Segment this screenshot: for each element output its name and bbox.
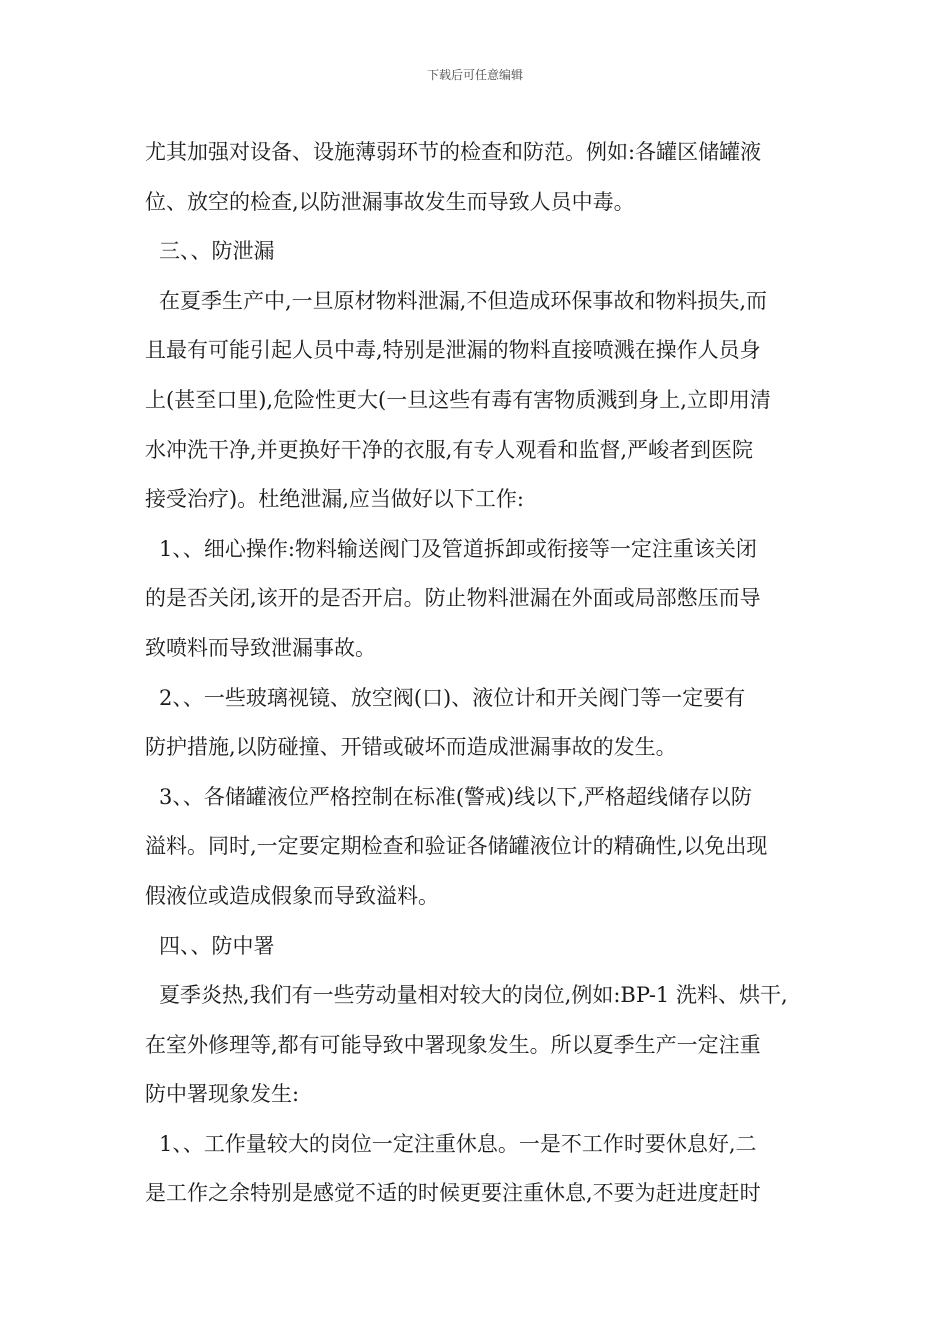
text-line: 位、放空的检查,以防泄漏事故发生而导致人员中毒。 [145,189,635,214]
text-line: 接受治疗)。杜绝泄漏,应当做好以下工作: [145,487,524,512]
text-line: 在夏季生产中,一旦原材物料泄漏,不但造成环保事故和物料损失,而 [159,288,768,313]
text-line: 水冲洗干净,并更换好干净的衣服,有专人观看和监督,严峻者到医院 [145,437,754,462]
text-line: 防中署现象发生: [145,1082,300,1107]
text-line: 在室外修理等,都有可能导致中署现象发生。所以夏季生产一定注重 [145,1032,761,1057]
page-header: 下载后可任意编辑 [426,68,523,82]
text-line: 是工作之余特别是感觉不适的时候更要注重休息,不要为赶进度赶时 [145,1181,761,1206]
text-line: 且最有可能引起人员中毒,特别是泄漏的物料直接喷溅在操作人员身 [145,338,761,363]
text-line: 防护措施,以防碰撞、开错或破坏而造成泄漏事故的发生。 [145,735,677,760]
text-line: 夏季炎热,我们有一些劳动量相对较大的岗位,例如:BP-1 洗料、烘干, [159,983,788,1008]
text-line: 三、、防泄漏 [159,239,275,264]
text-line: 四、、防中署 [159,933,275,958]
text-line: 致喷料而导致泄漏事故。 [145,635,376,660]
text-line: 1、、细心操作:物料输送阀门及管道拆卸或衔接等一定注重该关闭 [159,536,757,561]
text-line: 2、、一些玻璃视镜、放空阀(口)、液位计和开关阀门等一定要有 [159,685,746,710]
text-line: 上(甚至口里),危险性更大(一旦这些有毒有害物质溅到身上,立即用清 [145,387,771,412]
text-line: 1、、工作量较大的岗位一定注重休息。一是不工作时要休息好,二 [159,1131,757,1156]
text-line: 的是否关闭,该开的是否开启。防止物料泄漏在外面或局部憋压而导 [145,586,761,611]
text-line: 溢料。同时,一定要定期检查和验证各储罐液位计的精确性,以免出现 [145,834,768,859]
document-body [145,128,810,1219]
text-line: 假液位或造成假象而导致溢料。 [145,883,439,908]
text-line: 3、、各储罐液位严格控制在标准(警戒)线以下,严格超线储存以防 [159,784,752,809]
text-line: 尤其加强对设备、设施薄弱环节的检查和防范。例如:各罐区储罐液 [145,140,762,164]
